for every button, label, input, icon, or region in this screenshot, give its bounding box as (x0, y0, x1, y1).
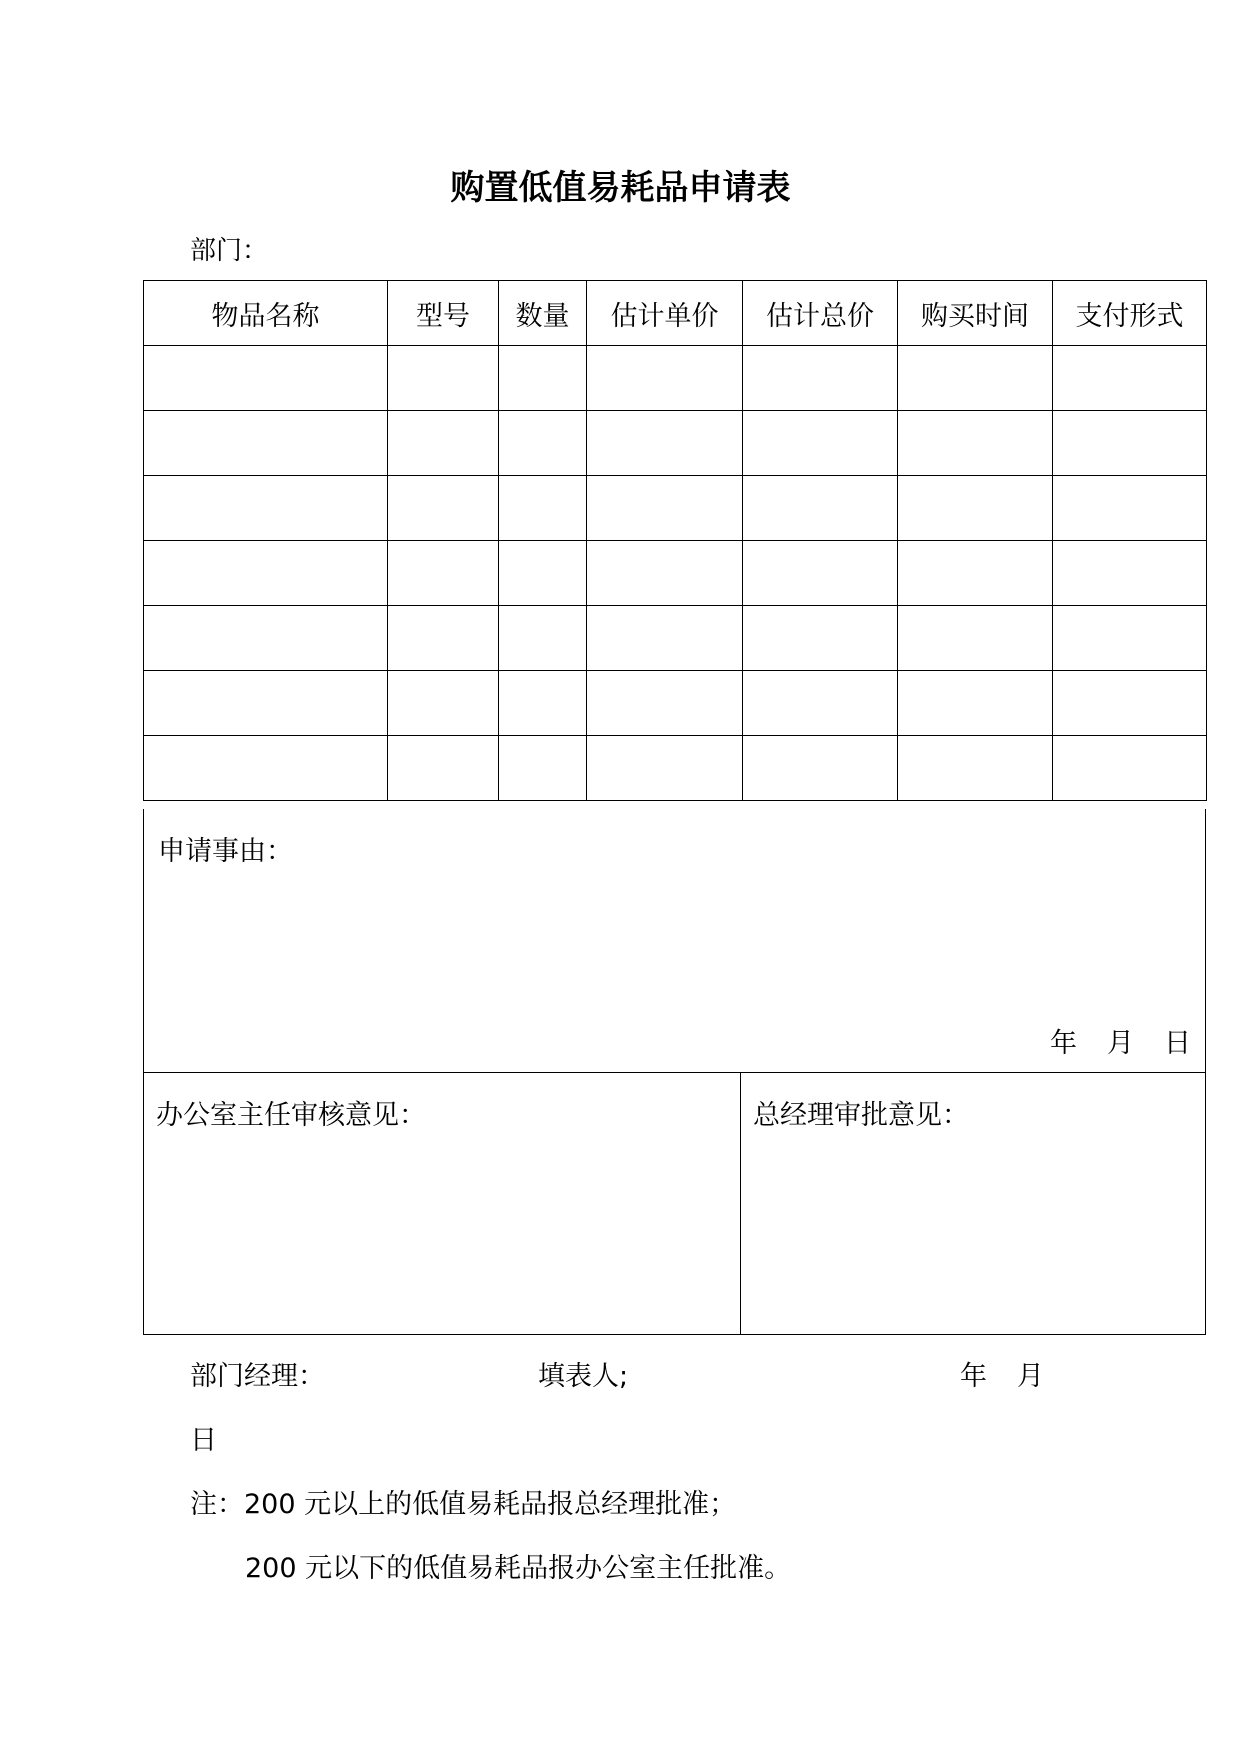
table-cell[interactable] (388, 606, 499, 671)
table-cell[interactable] (388, 736, 499, 801)
table-cell[interactable] (1053, 671, 1207, 736)
reason-label: 申请事由： (158, 836, 293, 867)
table-cell[interactable] (1053, 476, 1207, 541)
department-label: 部门： (190, 236, 269, 266)
table-cell[interactable] (587, 736, 743, 801)
table-cell[interactable] (587, 671, 743, 736)
table-cell[interactable] (388, 346, 499, 411)
table-cell[interactable] (743, 541, 898, 606)
table-cell[interactable] (144, 346, 388, 411)
reason-section[interactable] (143, 809, 1206, 1073)
table-cell[interactable] (499, 476, 587, 541)
header-unit-price: 估计单价 (587, 281, 743, 346)
table-cell[interactable] (743, 346, 898, 411)
filler-label: 填表人; (538, 1361, 629, 1392)
table-cell[interactable] (499, 346, 587, 411)
table-cell[interactable] (499, 541, 587, 606)
gm-opinion-section[interactable] (740, 1072, 1206, 1335)
table-cell[interactable] (743, 476, 898, 541)
table-cell[interactable] (743, 671, 898, 736)
gm-opinion-label: 总经理审批意见： (753, 1100, 969, 1131)
table-header-row (144, 281, 1207, 346)
table-cell[interactable] (898, 411, 1053, 476)
table-cell[interactable] (587, 411, 743, 476)
table-row (144, 541, 1207, 606)
table-cell[interactable] (499, 411, 587, 476)
table-cell[interactable] (898, 346, 1053, 411)
footer-month: 月 (1017, 1361, 1044, 1392)
table-cell[interactable] (587, 476, 743, 541)
items-table (143, 280, 1207, 801)
table-cell[interactable] (499, 736, 587, 801)
table-row (144, 736, 1207, 801)
table-cell[interactable] (587, 541, 743, 606)
table-cell[interactable] (1053, 411, 1207, 476)
table-row (144, 476, 1207, 541)
table-cell[interactable] (144, 736, 388, 801)
reason-date-month: 月 (1107, 1028, 1134, 1059)
table-cell[interactable] (144, 411, 388, 476)
table-cell[interactable] (144, 541, 388, 606)
table-row (144, 411, 1207, 476)
table-cell[interactable] (743, 411, 898, 476)
reason-date-day: 日 (1164, 1028, 1191, 1059)
header-item-name: 物品名称 (144, 281, 388, 346)
office-opinion-label: 办公室主任审核意见： (156, 1100, 426, 1131)
table-cell[interactable] (898, 541, 1053, 606)
table-cell[interactable] (144, 476, 388, 541)
header-quantity: 数量 (499, 281, 587, 346)
dept-manager-label: 部门经理： (190, 1361, 325, 1392)
table-cell[interactable] (1053, 606, 1207, 671)
table-cell[interactable] (388, 476, 499, 541)
table-row (144, 671, 1207, 736)
table-cell[interactable] (388, 671, 499, 736)
header-payment-method: 支付形式 (1053, 281, 1207, 346)
table-cell[interactable] (587, 606, 743, 671)
table-cell[interactable] (743, 606, 898, 671)
header-total-price: 估计总价 (743, 281, 898, 346)
table-row (144, 606, 1207, 671)
table-cell[interactable] (388, 411, 499, 476)
table-cell[interactable] (898, 606, 1053, 671)
table-cell[interactable] (144, 606, 388, 671)
header-model: 型号 (388, 281, 499, 346)
table-cell[interactable] (1053, 736, 1207, 801)
note-line-1: 注：200 元以上的低值易耗品报总经理批准； (190, 1489, 737, 1520)
table-cell[interactable] (499, 671, 587, 736)
table-cell[interactable] (743, 736, 898, 801)
table-cell[interactable] (144, 671, 388, 736)
table-cell[interactable] (1053, 346, 1207, 411)
table-cell[interactable] (898, 476, 1053, 541)
footer-year: 年 (960, 1361, 987, 1392)
table-row (144, 346, 1207, 411)
reason-date (1050, 1021, 1191, 1060)
reason-date-year: 年 (1050, 1028, 1077, 1059)
office-opinion-section[interactable] (143, 1072, 741, 1335)
table-cell[interactable] (898, 736, 1053, 801)
table-cell[interactable] (587, 346, 743, 411)
table-cell[interactable] (388, 541, 499, 606)
table-cell[interactable] (898, 671, 1053, 736)
header-purchase-time: 购买时间 (898, 281, 1053, 346)
note-line-2: 200 元以下的低值易耗品报办公室主任批准。 (245, 1553, 792, 1584)
table-cell[interactable] (1053, 541, 1207, 606)
footer-day: 日 (190, 1425, 217, 1456)
page-title: 购置低值易耗品申请表 (450, 168, 791, 208)
table-cell[interactable] (499, 606, 587, 671)
